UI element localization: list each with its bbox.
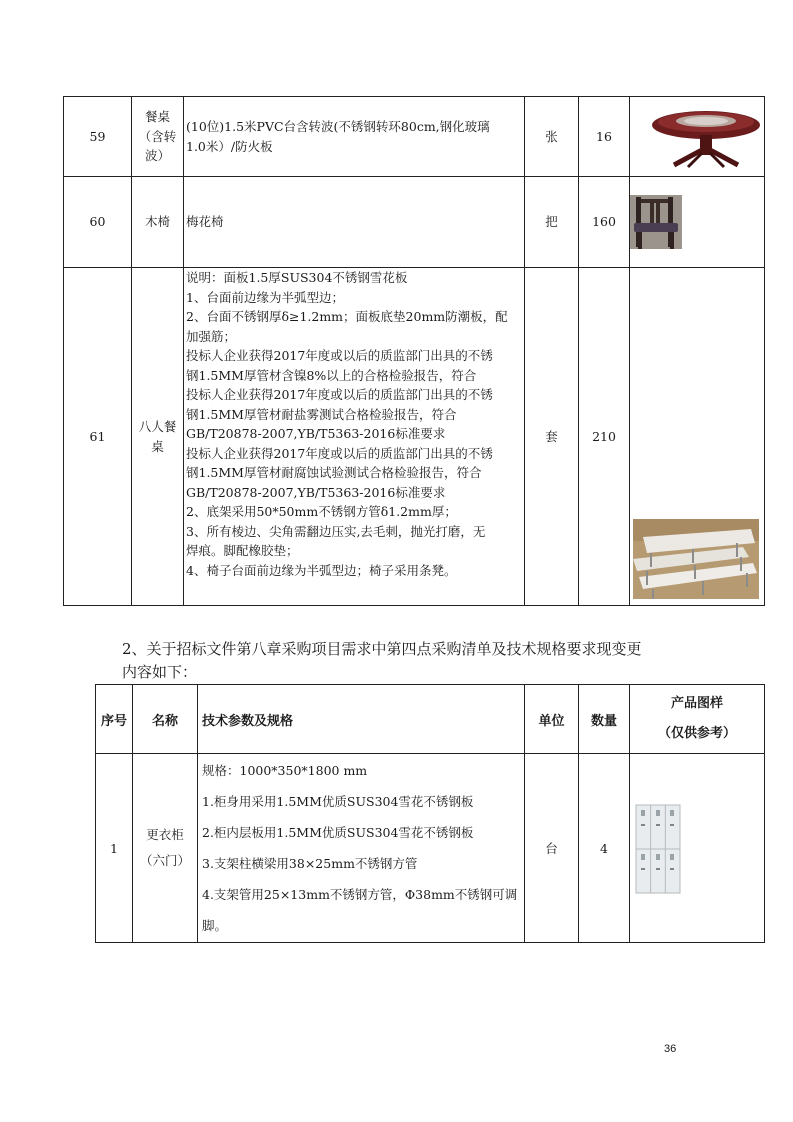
item-name [132,268,184,606]
item-unit: 张 [525,97,579,177]
spec-line: 钢1.5MM厚管材耐腐蚀试验测试合格检验报告，符合 [186,465,482,480]
table-row [64,97,765,177]
product-table-continued [63,96,765,606]
item-name-line: 波） [144,148,170,164]
spec-line: (10位)1.5米PVC台含转波(不锈钢转环80cm,钢化玻璃 [186,119,490,134]
item-name [132,177,184,268]
item-quantity: 210 [579,268,630,606]
spec-line: 2.柜内层板用1.5MM优质SUS304雪花不锈钢板 [202,825,474,840]
item-name-line: 餐桌 [144,109,170,125]
change-notice-line: 2、关于招标文件第八章采购项目需求中第四点采购清单及技术规格要求现变更 [122,640,642,658]
table-row [96,754,765,943]
row-number: 1 [96,754,133,943]
spec-line: 焊痕。脚配橡胶垫； [186,543,299,558]
product-image-cell [630,97,765,177]
item-name-line: 八人餐 [138,419,177,434]
spec-line: 2、底架采用50*50mm不锈钢方管δ1.2mm厚； [186,504,457,519]
spec-line: 梅花椅 [186,214,224,230]
item-quantity: 4 [579,754,630,943]
spec-line: GB/T20878-2007,YB/T5363-2016标准要求 [186,484,446,500]
header-image-note: （仅供参考） [657,726,736,741]
item-name-line: 更衣柜 [146,827,184,842]
product-image-cell [630,268,765,606]
row-number: 61 [64,268,132,606]
spec-line: 2、台面不锈钢厚δ≥1.2mm；面板底垫20mm防潮板，配 [186,309,508,324]
header-image [630,685,765,754]
round-dining-table-photo [650,107,762,169]
spec-line: 脚。 [202,918,228,933]
spec-line: 1、台面前边缘为半弧型边； [186,289,344,305]
header-spec: 技术参数及规格 [198,685,525,754]
item-unit: 套 [525,268,579,606]
spec-line: 3、所有棱边、尖角需翻边压实,去毛刺，抛光打磨，无 [186,523,486,539]
table-row [64,268,765,606]
page-number: 36 [664,1043,677,1055]
spec-line: 投标人企业获得2017年度或以后的质监部门出具的不锈 [186,387,493,402]
spec-line: 钢1.5MM厚管材耐盐雾测试合格检验报告，符合 [186,406,457,422]
row-number: 60 [64,177,132,268]
spec-line: 4、椅子台面前边缘为半弧型边；椅子采用条凳。 [186,562,457,578]
product-image-cell [630,754,765,943]
item-name-line: （含转 [138,128,177,144]
eight-person-table-photo [633,519,759,599]
spec-line: 1.0米）/防火板 [186,138,273,154]
spec-line: 4.支架管用25×13mm不锈钢方管，Φ38mm不锈钢可调 [202,887,518,902]
header-unit: 单位 [525,685,579,754]
item-name [133,754,198,943]
item-spec [198,754,525,943]
item-name-line: 桌 [151,438,164,454]
header-qty: 数量 [579,685,630,754]
spec-line: 投标人企业获得2017年度或以后的质监部门出具的不锈 [186,348,493,363]
wooden-chair-photo [630,195,682,249]
spec-line: 3.支架柱横梁用38×25mm不锈钢方管 [202,856,418,871]
spec-line: 加强筋； [186,328,237,344]
change-notice-line: 内容如下： [122,663,198,681]
item-quantity: 160 [579,177,630,268]
item-quantity: 16 [579,97,630,177]
product-image-cell [630,177,765,268]
table-header-row [96,685,765,754]
header-name: 名称 [133,685,198,754]
spec-line: 投标人企业获得2017年度或以后的质监部门出具的不锈 [186,445,493,461]
spec-line: 说明：面板1.5厚SUS304不锈钢雪花板 [186,270,408,285]
item-spec [184,268,525,606]
spec-line: GB/T20878-2007,YB/T5363-2016标准要求 [186,426,446,441]
procurement-list-table [95,684,765,943]
item-name-line: （六门） [139,853,190,868]
item-name-line: 木椅 [144,214,170,230]
spec-line: 钢1.5MM厚管材含镍8%以上的合格检验报告，符合 [186,367,477,383]
spec-line: 规格：1000*350*1800 mm [202,763,368,778]
item-unit: 把 [525,177,579,268]
item-spec [184,177,525,268]
table-row [64,177,765,268]
item-unit: 台 [525,754,579,943]
header-image-title: 产品图样 [670,696,723,711]
item-name [132,97,184,177]
six-door-locker-photo [635,804,681,894]
header-no: 序号 [96,685,133,754]
row-number: 59 [64,97,132,177]
spec-line: 1.柜身用采用1.5MM优质SUS304雪花不锈钢板 [202,794,474,809]
item-spec [184,97,525,177]
